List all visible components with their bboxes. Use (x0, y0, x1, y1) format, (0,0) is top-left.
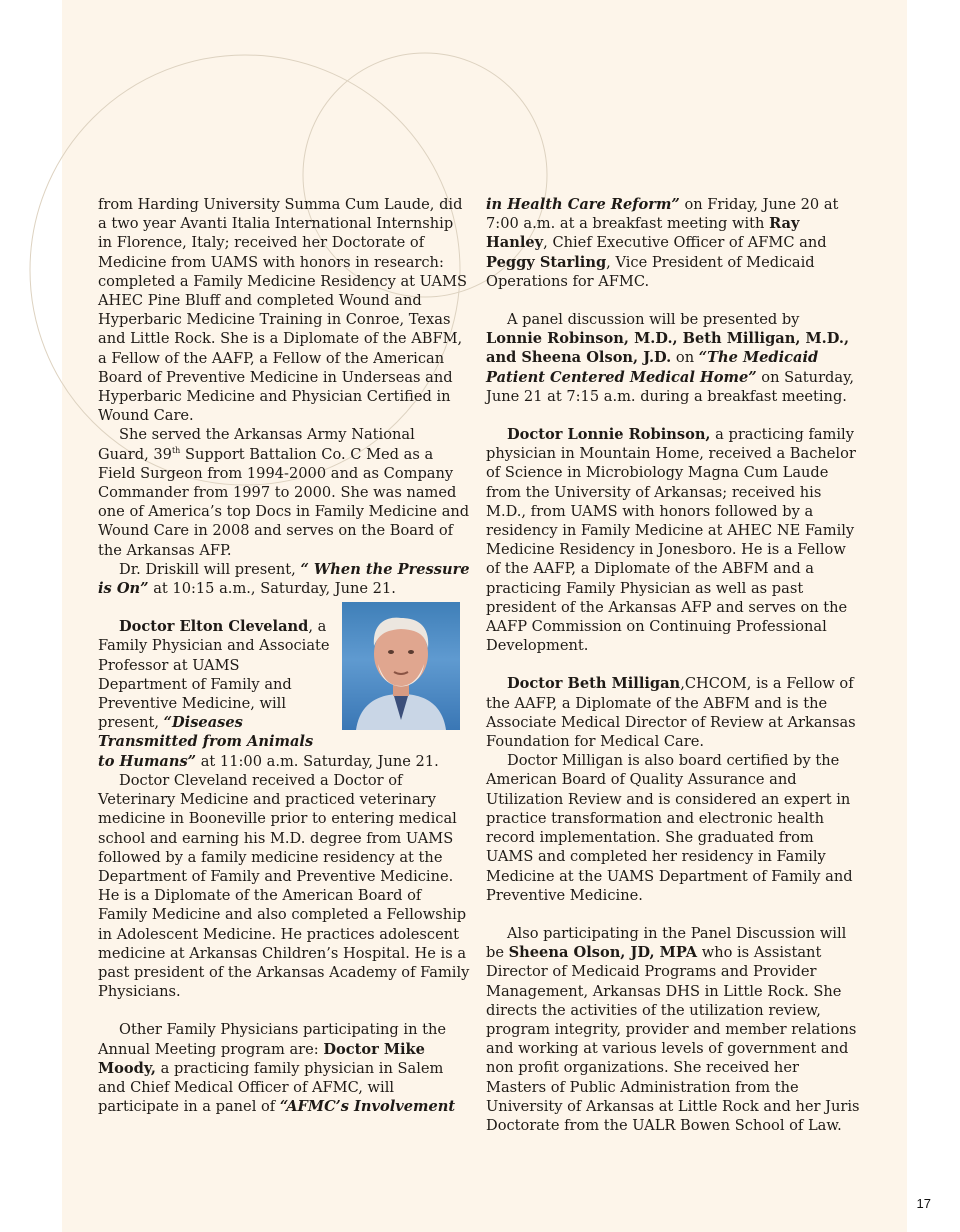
article-paragraph (98, 560, 470, 598)
article-paragraph (486, 924, 860, 1135)
presentation-title: in Health Care Reform” (486, 196, 680, 213)
article-paragraph (486, 195, 860, 291)
speaker-name: Doctor Lonnie Robinson, (507, 426, 711, 444)
article-paragraph (98, 1020, 470, 1116)
text-run: a practicing family physician in Mountain Home, received a Bachelor of Science in Microbiology Magna Cum Laude from the University of Arkansas; received his M.D., from UAMS with honors followed by a residency in Family Medicine at AHEC NE Family Medicine Residency in Jonesboro. He is a Fellow of the AAFP, a Diplomate of the ABFM and a practicing Family Physician as well as past president of the Arkansas AFP and serves on the AAFP Commission on Continuing Professional Development. (486, 426, 856, 655)
text-run: ,CHCOM, is a Fellow of the AAFP, a Diplomate of the ABFM and is the Associate Medical Director of Review at Arkansas Foundation for Medical Care. (486, 675, 856, 751)
speaker-names: Lonnie Robinson, M.D., Beth Milligan, M.D., and Sheena Olson, J.D. (486, 330, 850, 367)
left-column (98, 195, 470, 1116)
superscript: th (171, 445, 181, 455)
text-run: on (671, 349, 699, 367)
text-run: Other Family Physicians participating in the Annual Meeting program are: (98, 1021, 447, 1058)
text-run: on Friday, June 20 at 7:00 a.m. at a breakfast meeting with (486, 196, 839, 233)
presentation-title: “The Medicaid Patient Centered Medical Home” (486, 349, 819, 386)
article-paragraph (98, 425, 470, 559)
article-paragraph: from Harding University Summa Cum Laude, did a two year Avanti Italia International Internship in Florence, Italy; received her Doctorate of Medicine from UAMS with honors in research: completed a Family Medicine Residency at UAMS AHEC Pine Bluff and completed Wound and Hyperbaric Medicine Training in Conroe, Texas and Little Rock. She is a Diplomate of the ABFM, a Fellow of the AAFP, a Fellow of the American Board of Preventive Medicine in Underseas and Hyperbaric Medicine and Physician Certified in Wound Care. (98, 196, 468, 425)
text-run: , a Family Physician and Associate Professor at UAMS Department of Family and Preventive Medicine, will present, (98, 618, 330, 732)
text-run: who is Assistant Director of Medicaid Programs and Provider Management, Arkansas DHS in Little Rock. She directs the activities of the utilization review, program integrity, provider and member relations and working at various levels of government and non profit organizations. She received her Masters of Public Administration from the University of Arkansas at Little Rock and her Juris Doctorate from the UALR Bowen School of Law. (486, 944, 860, 1134)
text-run: , Vice President of Medicaid Operations for AFMC. (486, 253, 815, 290)
article-paragraph: Doctor Milligan is also board certified by the American Board of Quality Assurance and Utilization Review and is considered an expert in practice transformation and electronic health record implementation. She graduated from UAMS and completed her residency in Family Medicine at the UAMS Department of Family and Preventive Medicine. (486, 752, 853, 904)
speaker-name: Ray Hanley (486, 215, 800, 252)
article-paragraph: Doctor Cleveland received a Doctor of Veterinary Medicine and practiced veterinary medicine in Booneville prior to entering medical school and earning his M.D. degree from UAMS followed by a family medicine residency at the Department of Family and Preventive Medicine. He is a Diplomate of the American Board of Family Medicine and also completed a Fellowship in Adolescent Medicine. He practices adolescent medicine at Arkansas Children’s Hospital. He is a past president of the Arkansas Academy of Family Physicians. (98, 771, 470, 1001)
speaker-name: Doctor Elton Cleveland (119, 618, 309, 636)
text-run: She served the Arkansas Army National Guard, 39 (98, 426, 415, 463)
text-run: Also participating in the Panel Discussion will be (486, 924, 847, 962)
speaker-name: Sheena Olson, JD, MPA (508, 944, 698, 962)
speaker-name: Peggy Starling (486, 253, 607, 271)
right-column (486, 195, 860, 1135)
page-number: 17 (916, 1196, 931, 1211)
text-run: on Saturday, June 21 at 7:15 a.m. during a breakfast meeting. (486, 368, 855, 405)
presentation-title: “Diseases Transmitted from Animals to Humans” (98, 714, 314, 770)
text-run: , Chief Executive Officer of AFMC and (543, 234, 827, 252)
article-paragraph (486, 674, 860, 751)
article-paragraph (486, 425, 860, 655)
portrait-photo-elton-cleveland (342, 602, 460, 730)
presentation-title: “AFMC’s Involvement (279, 1098, 456, 1116)
text-run: Dr. Driskill will present, (119, 560, 301, 578)
text-run: at 11:00 a.m. Saturday, June 21. (196, 752, 439, 770)
text-run: at 10:15 a.m., Saturday, June 21. (148, 580, 396, 598)
text-run: Support Battalion Co. C Med as a Field Surgeon from 1994-2000 and as Company Commander from 1997 to 2000. She was named one of America’s top Docs in Family Medicine and Wound Care in 2008 and serves on the Board of the Arkansas AFP. (98, 445, 470, 559)
text-run: a practicing family physician in Salem and Chief Medical Officer of AFMC, will participate in a panel of (98, 1059, 444, 1116)
portrait-illustration (342, 602, 460, 730)
text-run: A panel discussion will be presented by (507, 311, 800, 329)
presentation-title: “ When the Pressure is On” (98, 560, 470, 598)
article-paragraph (486, 310, 860, 406)
speaker-name: Doctor Mike Moody, (98, 1040, 425, 1077)
speaker-name: Doctor Beth Milligan (507, 675, 681, 693)
